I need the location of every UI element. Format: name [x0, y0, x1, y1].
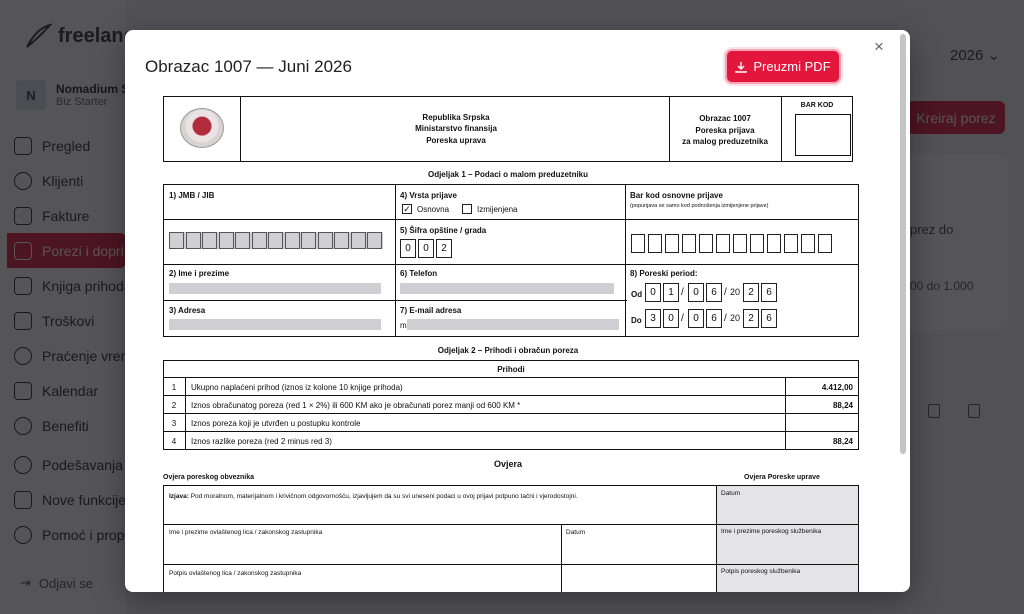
date-separator: /	[724, 313, 727, 324]
row-number: 2	[171, 401, 177, 410]
ime-ovlastenog-label: Ime i prezime ovlaštenog lica / zakonskog zastupnika	[169, 529, 323, 536]
jmb-digit-box	[301, 232, 316, 249]
period-digit: 6	[761, 309, 777, 328]
row-description: Iznos poreza koji je utvrđen u postupku kontrole	[191, 419, 361, 428]
izmijenjena-checkbox[interactable]	[462, 204, 472, 214]
close-button[interactable]: ×	[874, 37, 884, 56]
barcode-digit-box	[750, 234, 764, 253]
barcode-digit-box	[699, 234, 713, 253]
izjava-text: Izjava: Pod moralnom, materijalnom i krivičnom odgovornošću, izjavljujem da su svi uneseni podaci u ovoj prijavi potpuno tačni i vjerodostojni.	[169, 493, 578, 500]
ime-value-redacted	[169, 283, 381, 294]
jmb-digit-box	[318, 232, 333, 249]
jmb-digit-box	[169, 232, 184, 249]
jmb-digit-box	[202, 232, 217, 249]
jmb-digit-box	[334, 232, 349, 249]
col-divider	[185, 377, 186, 450]
date-separator: /	[681, 313, 684, 324]
barcode-digit-box	[682, 234, 696, 253]
potpis-sluzbenika-label: Potpis poreskog službenika	[721, 568, 801, 575]
barcode-digit-box	[631, 234, 645, 253]
row-divider	[163, 413, 859, 414]
jmb-digit-box	[367, 232, 382, 249]
ovjera-title: Ovjera	[493, 459, 523, 469]
header-form-name: Poreska prijava	[695, 126, 755, 135]
sifra-label: 5) Šifra opštine / grada	[400, 226, 487, 235]
income-table-header: Prihodi	[497, 365, 525, 374]
bar-code-box	[795, 114, 851, 156]
jmb-digit-box	[186, 232, 201, 249]
row-number: 3	[171, 419, 177, 428]
date-separator: /	[681, 287, 684, 298]
barcode-note: (popunjava se samo kod podnošenja izmijenjene prijave)	[630, 203, 769, 209]
od-label: Od	[631, 290, 643, 299]
barcode-digit-box	[784, 234, 798, 253]
barcode-digit-box	[665, 234, 679, 253]
row-number: 1	[171, 383, 177, 392]
sifra-digit: 0	[418, 239, 434, 258]
period-digit: 0	[688, 283, 704, 302]
period-digit: 0	[688, 309, 704, 328]
barcode-digit-box	[733, 234, 747, 253]
adresa-label: 3) Adresa	[169, 306, 206, 315]
jmb-label: 1) JMB / JIB	[169, 191, 215, 200]
potpis-ovlastenog-label: Potpis ovlaštenog lica / zakonskog zastupnika	[169, 570, 302, 577]
telefon-value-redacted	[400, 283, 614, 294]
row-divider	[163, 431, 859, 432]
row-description: Iznos razlike poreza (red 2 minus red 3)	[191, 437, 332, 446]
period-digit: 3	[645, 309, 661, 328]
period-digit: 0	[645, 283, 661, 302]
year-prefix: 20	[730, 313, 741, 323]
osnovna-checkbox[interactable]: ✓	[403, 204, 411, 214]
telefon-label: 6) Telefon	[400, 269, 438, 278]
col-divider	[785, 377, 786, 450]
header-form-number: Obrazac 1007	[699, 114, 751, 123]
header-form-for: za malog preduzetnika	[682, 137, 768, 146]
vrsta-label: 4) Vrsta prijave	[400, 191, 457, 200]
header-republic: Republika Srpska	[422, 113, 490, 122]
barcode-digit-box	[801, 234, 815, 253]
jmb-digit-box	[351, 232, 366, 249]
sifra-digit: 0	[400, 239, 416, 258]
jmb-digit-box	[235, 232, 250, 249]
datum-label: Datum	[721, 490, 741, 497]
period-digit: 1	[663, 283, 679, 302]
download-label: Preuzmi PDF	[753, 59, 831, 74]
row-number: 4	[171, 437, 177, 446]
period-digit: 2	[743, 309, 759, 328]
datum2-label: Datum	[566, 529, 586, 536]
period-digit: 6	[706, 283, 722, 302]
scrollbar[interactable]	[898, 30, 908, 592]
row-divider	[163, 377, 859, 378]
download-pdf-button[interactable]	[725, 49, 841, 84]
jmb-digit-box	[285, 232, 300, 249]
row-value: 88,24	[832, 437, 853, 446]
row-description: Iznos obračunatog poreza (red 1 × 2%) ili 600 KM ako je obračunati porez manji od 600 KM *	[191, 401, 521, 410]
period-digit: 2	[743, 283, 759, 302]
period-digit: 6	[706, 309, 722, 328]
date-separator: /	[724, 287, 727, 298]
sifra-digit: 2	[436, 239, 452, 258]
tax-form-modal	[125, 30, 910, 592]
download-icon	[735, 61, 747, 73]
period-digit: 0	[663, 309, 679, 328]
row-divider	[163, 395, 859, 396]
modal-title: Obrazac 1007 — Juni 2026	[145, 57, 352, 76]
ime-label: 2) Ime i prezime	[169, 269, 230, 278]
email-label: 7) E-mail adresa	[400, 306, 462, 315]
period-label: 8) Poreski period:	[630, 269, 698, 278]
header-administration: Poreska uprava	[426, 136, 486, 145]
izmijenjena-label: Izmijenjena	[477, 205, 518, 214]
jmb-digit-box	[268, 232, 283, 249]
email-prefix: m	[400, 321, 407, 330]
ovjera-right-label: Ovjera Poreske uprave	[744, 474, 820, 481]
do-label: Do	[631, 316, 642, 325]
section1-title: Odjeljak 1 – Podaci o malom preduzetniku	[427, 170, 589, 179]
jmb-digit-box	[252, 232, 267, 249]
coat-of-arms-icon	[180, 108, 224, 148]
osnovna-label: Osnovna	[417, 205, 450, 214]
jmb-digit-box	[219, 232, 234, 249]
barcode-label: Bar kod osnovne prijave	[630, 191, 723, 200]
bar-code-label: BAR KOD	[800, 102, 834, 109]
row-value: 4.412,00	[821, 383, 853, 392]
year-prefix: 20	[730, 287, 741, 297]
section2-title: Odjeljak 2 – Prihodi i obračun poreza	[437, 346, 579, 355]
row-description: Ukupno naplaćeni prihod (iznos iz kolone 10 knjige prihoda)	[191, 383, 403, 392]
ime-sluzbenika-label: Ime i prezime poreskog službenika	[721, 528, 822, 535]
adresa-value-redacted	[169, 319, 381, 330]
ovjera-left-label: Ovjera poreskog obveznika	[163, 474, 255, 481]
barcode-digit-box	[716, 234, 730, 253]
barcode-digit-box	[767, 234, 781, 253]
period-digit: 6	[761, 283, 777, 302]
tax-office-area	[717, 486, 858, 592]
row-value: 88,24	[832, 401, 853, 410]
barcode-digit-box	[648, 234, 662, 253]
email-value-redacted	[407, 319, 619, 330]
header-ministry: Ministarstvo finansija	[415, 124, 497, 133]
barcode-digit-box	[818, 234, 832, 253]
scroll-thumb[interactable]	[900, 34, 906, 454]
